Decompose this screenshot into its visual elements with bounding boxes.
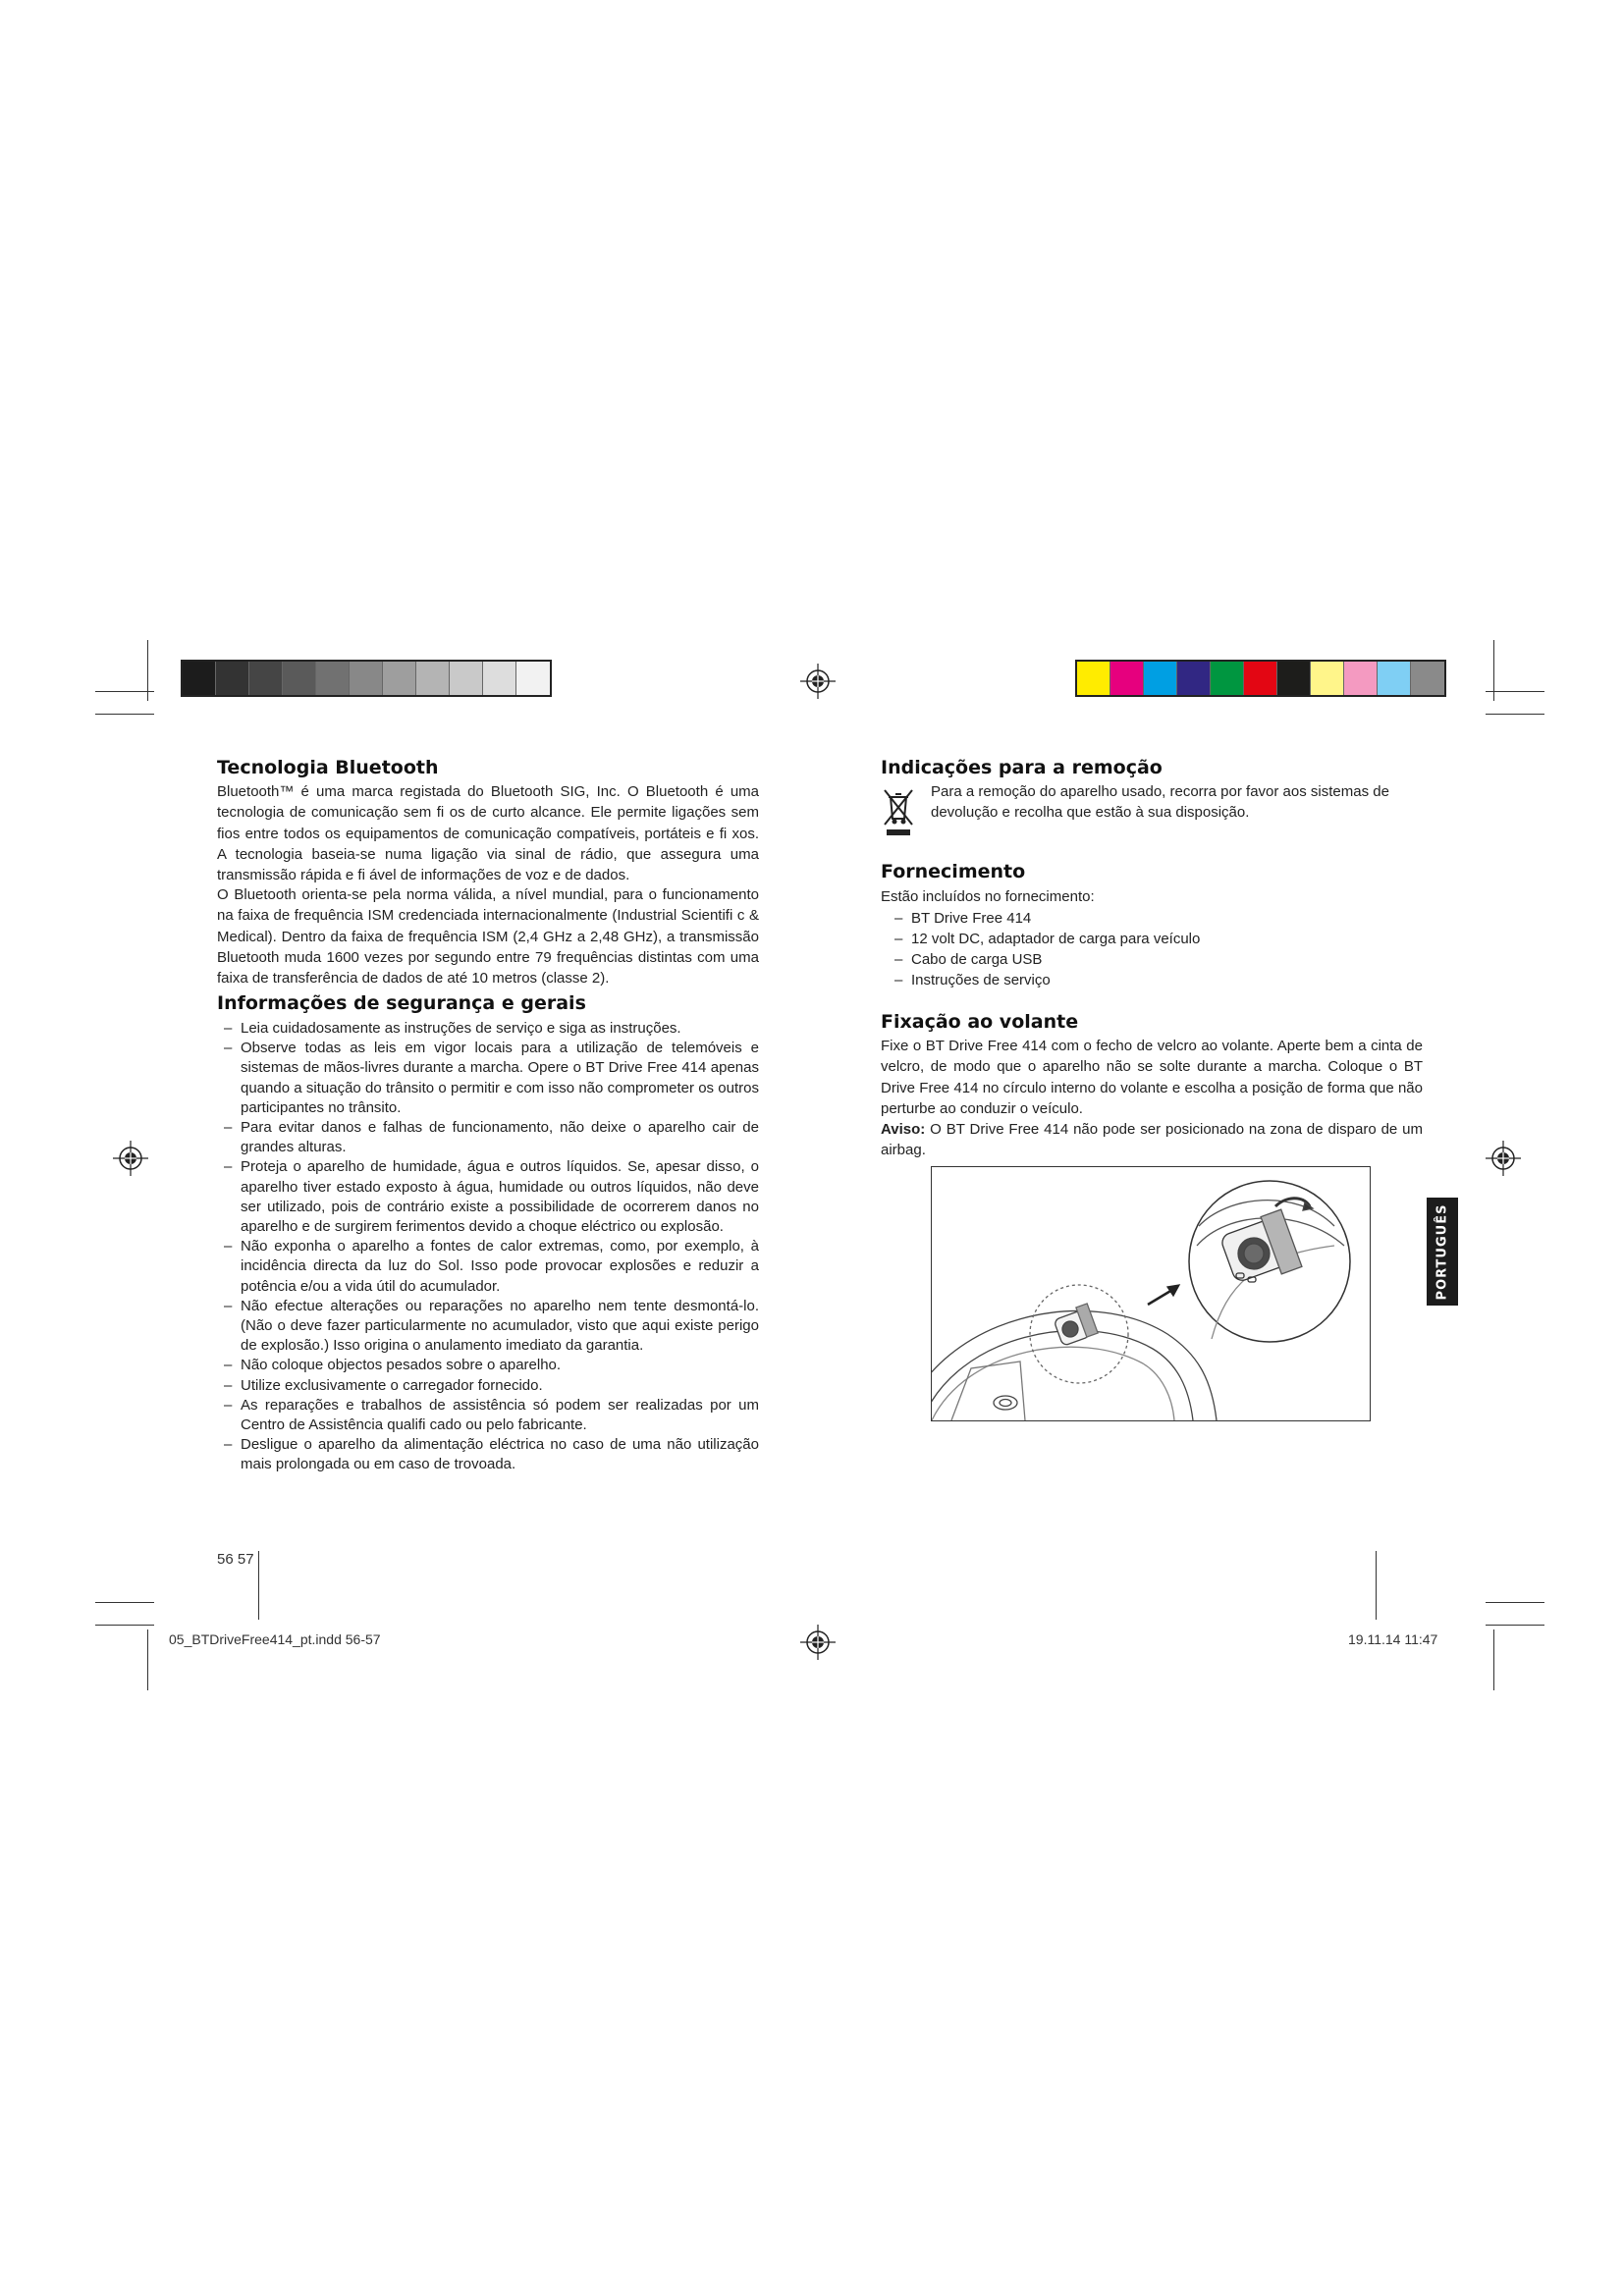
crop-mark xyxy=(95,1625,154,1626)
registration-mark-icon xyxy=(798,1623,838,1662)
crop-mark xyxy=(95,691,154,692)
crop-mark xyxy=(1493,1629,1494,1690)
warning-text: O BT Drive Free 414 não pode ser posicionado na zona de disparo de um airbag. xyxy=(881,1121,1423,1159)
fold-mark xyxy=(1376,1551,1377,1620)
page-numbers: 56 57 xyxy=(217,1551,254,1568)
list-item: – Não efectue alterações ou reparações no aparelho nem tente desmontá-lo. (Não o deve fazer particularmente no acumulador, visto que aqui existe perigo de explosão.) Isso origina o anulamento imediato da garantia. xyxy=(224,1297,759,1355)
color-swatch xyxy=(283,662,316,695)
supply-intro: Estão incluídos no fornecimento: xyxy=(881,888,1095,905)
list-item: – Para evitar danos e falhas de funcionamento, não deixe o aparelho cair de grandes alturas. xyxy=(224,1119,759,1156)
color-swatch xyxy=(1411,662,1444,695)
color-swatch xyxy=(483,662,516,695)
color-swatch xyxy=(416,662,450,695)
safety-heading: Informações de segurança e gerais xyxy=(217,992,586,1014)
color-swatch xyxy=(383,662,416,695)
list-item: – Instruções de serviço xyxy=(894,972,1051,988)
list-item: – Proteja o aparelho de humidade, água e outros líquidos. Se, apesar disso, o aparelho tiver estado exposto à água, humidade ou outros líquidos, não deve ser utilizado, pois de contrário existe a possibilidade de ocorrerem danos no aparelho e de surgirem ferimentos devido a choque eléctrico ou explosão. xyxy=(224,1158,759,1236)
color-swatch xyxy=(1077,662,1110,695)
color-swatch xyxy=(1211,662,1244,695)
crop-mark xyxy=(1486,1602,1544,1603)
list-item: – Leia cuidadosamente as instruções de serviço e siga as instruções. xyxy=(224,1020,681,1037)
fold-mark xyxy=(258,1551,259,1620)
crop-mark xyxy=(1486,1625,1544,1626)
registration-mark-icon xyxy=(798,662,838,701)
list-item: – As reparações e trabalhos de assistência só podem ser realizadas por um Centro de Assistência qualifi cado ou pelo fabricante. xyxy=(224,1396,759,1434)
warning-label: Aviso: xyxy=(881,1121,926,1139)
list-item: – Cabo de carga USB xyxy=(894,951,1043,968)
mounting-heading: Fixação ao volante xyxy=(881,1011,1079,1033)
color-swatch xyxy=(249,662,283,695)
list-item: – Não exponha o aparelho a fontes de calor extremas, como, por exemplo, à incidência directa da luz do Sol. Isso pode provocar explosões e reduzir a potência e/ou a vida útil do acumulador. xyxy=(224,1238,759,1295)
safety-list xyxy=(224,1019,759,1475)
list-item: – Observe todas as leis em vigor locais para a utilização de telemóveis e sistemas de mãos-livres durante a marcha. Opere o BT Drive Free 414 apenas quando a situação do trânsito o permitir e com isso não comprometer os outros participantes no trânsito. xyxy=(224,1040,759,1116)
list-item: – 12 volt DC, adaptador de carga para veículo xyxy=(894,931,1201,947)
crop-mark xyxy=(1486,691,1544,692)
bluetooth-heading: Tecnologia Bluetooth xyxy=(217,757,439,778)
color-swatch xyxy=(216,662,249,695)
crop-mark xyxy=(95,714,154,715)
bluetooth-paragraph-2: O Bluetooth orienta-se pela norma válida, a nível mundial, para o funcionamento na faixa de frequência ISM credenciada internacionalmente (Industrial Scientifi c & Medical). Dentro da faixa de frequência ISM (2,4 GHz a 2,48 GHz), a transmissão Bluetooth muda 1600 vezes por segundo entre 79 frequências distintas com uma faixa de transferência de dados de até 10 metros (classe 2). xyxy=(217,886,759,988)
disposal-text: Para a remoção do aparelho usado, recorra por favor aos sistemas de devolução e recolha que estão à sua disposição. xyxy=(931,783,1389,822)
color-swatch xyxy=(316,662,350,695)
color-swatch xyxy=(183,662,216,695)
color-swatch xyxy=(1277,662,1311,695)
color-swatch xyxy=(1344,662,1378,695)
color-swatch xyxy=(516,662,550,695)
crop-mark xyxy=(1486,714,1544,715)
registration-mark-icon xyxy=(111,1139,150,1178)
list-item: – Utilize exclusivamente o carregador fornecido. xyxy=(224,1376,543,1394)
file-info: 05_BTDriveFree414_pt.indd 56-57 xyxy=(169,1631,381,1647)
color-swatch xyxy=(1311,662,1344,695)
supply-heading: Fornecimento xyxy=(881,861,1026,882)
crop-mark xyxy=(147,1629,148,1690)
print-timestamp: 19.11.14 11:47 xyxy=(1348,1631,1438,1647)
supply-list xyxy=(894,908,1385,990)
registration-mark-icon xyxy=(1484,1139,1523,1178)
color-swatch xyxy=(1177,662,1211,695)
list-item: – Desligue o aparelho da alimentação eléctrica no caso de uma não utilização mais prolongada ou em caso de trovoada. xyxy=(224,1436,759,1473)
gray-color-bar xyxy=(181,660,552,697)
color-swatch xyxy=(1244,662,1277,695)
steering-wheel-illustration xyxy=(931,1166,1371,1421)
language-tab: PORTUGUÊS xyxy=(1427,1198,1458,1306)
color-swatch xyxy=(1144,662,1177,695)
cmyk-color-bar xyxy=(1075,660,1446,697)
disposal-heading: Indicações para a remoção xyxy=(881,757,1163,778)
color-swatch xyxy=(1378,662,1411,695)
mounting-text: Fixe o BT Drive Free 414 com o fecho de velcro ao volante. Aperte bem a cinta de velcro, de modo que o aparelho não se solte durante a marcha. Coloque o BT Drive Free 414 no círculo interno do volante e escolha a posição de forma que não perturbe ao conduzir o veículo. Aviso: O BT Drive Free 414 não pode ser posicionado na zona de disparo de um airbag. xyxy=(881,1038,1423,1159)
bluetooth-paragraph-1: Bluetooth™ é uma marca registada do Bluetooth SIG, Inc. O Bluetooth é uma tecnologia de comunicação sem fi os de curto alcance. Ele permite ligações sem fios entre todos os equipamentos de comunicação compatíveis, portáteis e fi xos. A tecnologia baseia-se numa ligação via sinal de rádio, que assegura uma transmissão rápida e fi ável de informações de voz e de dados. xyxy=(217,783,759,884)
list-item: – Não coloque objectos pesados sobre o aparelho. xyxy=(224,1357,562,1374)
list-item: – BT Drive Free 414 xyxy=(894,910,1032,927)
crop-mark xyxy=(95,1602,154,1603)
color-swatch xyxy=(350,662,383,695)
crossed-bin-icon xyxy=(883,785,914,836)
color-swatch xyxy=(1110,662,1144,695)
color-swatch xyxy=(450,662,483,695)
